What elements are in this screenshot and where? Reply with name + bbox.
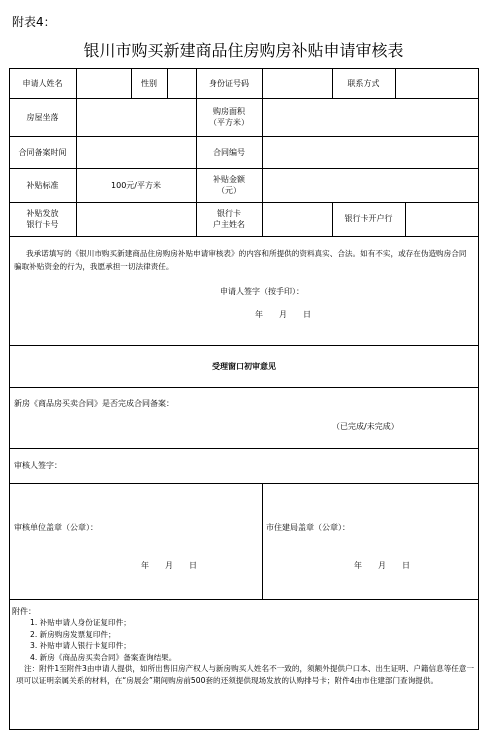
label-id-number: 身份证号码 (209, 79, 249, 88)
row-divider (9, 136, 479, 137)
col-divider (262, 68, 263, 236)
review-section-header: 受理窗口初审意见 (212, 362, 276, 371)
applicant-signature-label: 申请人签字（按手印）： (220, 287, 304, 296)
contract-filing-status: （已完成/未完成） (332, 422, 399, 431)
attachment-item: 3. 补贴申请人银行卡复印件； (30, 641, 131, 650)
field-applicant-name[interactable] (77, 78, 131, 89)
label-bank-branch: 银行卡开户行 (344, 214, 393, 223)
col-divider (167, 68, 168, 98)
label-contract-no: 合同编号 (213, 148, 245, 157)
row-divider (9, 483, 479, 484)
row-divider (9, 202, 479, 203)
row-divider (9, 236, 479, 237)
label-house-area: 购房面积 (213, 107, 245, 116)
label-contact: 联系方式 (347, 79, 380, 88)
review-unit-seal-label: 审核单位盖章（公章）： (14, 523, 98, 532)
attachment-item: 1. 补贴申请人身份证复印件； (30, 618, 131, 627)
label-card-owner: 银行卡 (217, 209, 241, 218)
col-divider (395, 68, 396, 98)
label-house-area-unit: （平方米） (209, 118, 249, 127)
review-unit-date: 年 月 日 (141, 561, 197, 570)
attachment-note: 注：附件1至附件3由申请人提供，如所出售旧房产权人与新房购买人姓名不一致的，须额外提供户口本、出生证明、户籍信息等任意一项可以证明亲属关系的材料，在“房展会”期间购房前500套的还须提供现场发放的认购排号卡；附件4由市住建部门查询提供。 (16, 664, 475, 685)
row-divider (9, 98, 479, 99)
label-gender: 性别 (141, 79, 157, 88)
attachments-list (16, 617, 476, 686)
value-subsidy-standard: 100元/平方米 (111, 181, 161, 190)
label-bank-card-2: 银行卡号 (26, 220, 59, 229)
applicant-date: 年 月 日 (255, 310, 311, 319)
bureau-seal-label: 市住建局盖章（公章）： (266, 523, 350, 532)
reviewer-signature-label: 审核人签字： (14, 461, 62, 470)
label-bank-card: 补贴发放 (26, 209, 59, 218)
label-subsidy-standard: 补贴标准 (26, 181, 59, 190)
row-divider (9, 387, 479, 388)
label-applicant-name: 申请人姓名 (22, 79, 63, 88)
label-house-location: 房屋坐落 (26, 113, 59, 122)
col-divider (405, 202, 406, 236)
page-title: 银川市购买新建商品住房购房补贴申请审核表 (83, 41, 404, 60)
attachments-label: 附件： (12, 607, 36, 616)
commitment-statement: 我承诺填写的《银川市购买新建商品住房购房补贴申请审核表》的内容和所提供的资料真实、合法。如有不实，或存在伪造购房合同骗取补贴资金的行为，我愿承担一切法律责任。 (14, 249, 467, 271)
col-divider (76, 68, 77, 236)
contract-filing-question: 新房《商品房买卖合同》是否完成合同备案： (14, 399, 174, 408)
attachment-label: 附表4： (12, 15, 56, 29)
label-subsidy-amount-unit: （元） (217, 186, 241, 195)
bureau-date: 年 月 日 (354, 561, 410, 570)
label-contract-time: 合同备案时间 (18, 148, 67, 157)
label-card-owner-2: 户主姓名 (213, 220, 245, 229)
label-subsidy-amount: 补贴金额 (213, 175, 245, 184)
row-divider (9, 168, 479, 169)
col-divider (262, 483, 263, 599)
row-divider (9, 448, 479, 449)
row-divider (9, 345, 479, 346)
row-divider (9, 599, 479, 600)
attachment-item: 4. 新房《商品房买卖合同》备案查询结果。 (30, 652, 177, 662)
attachment-item: 2. 新房购房发票复印件； (30, 629, 116, 639)
